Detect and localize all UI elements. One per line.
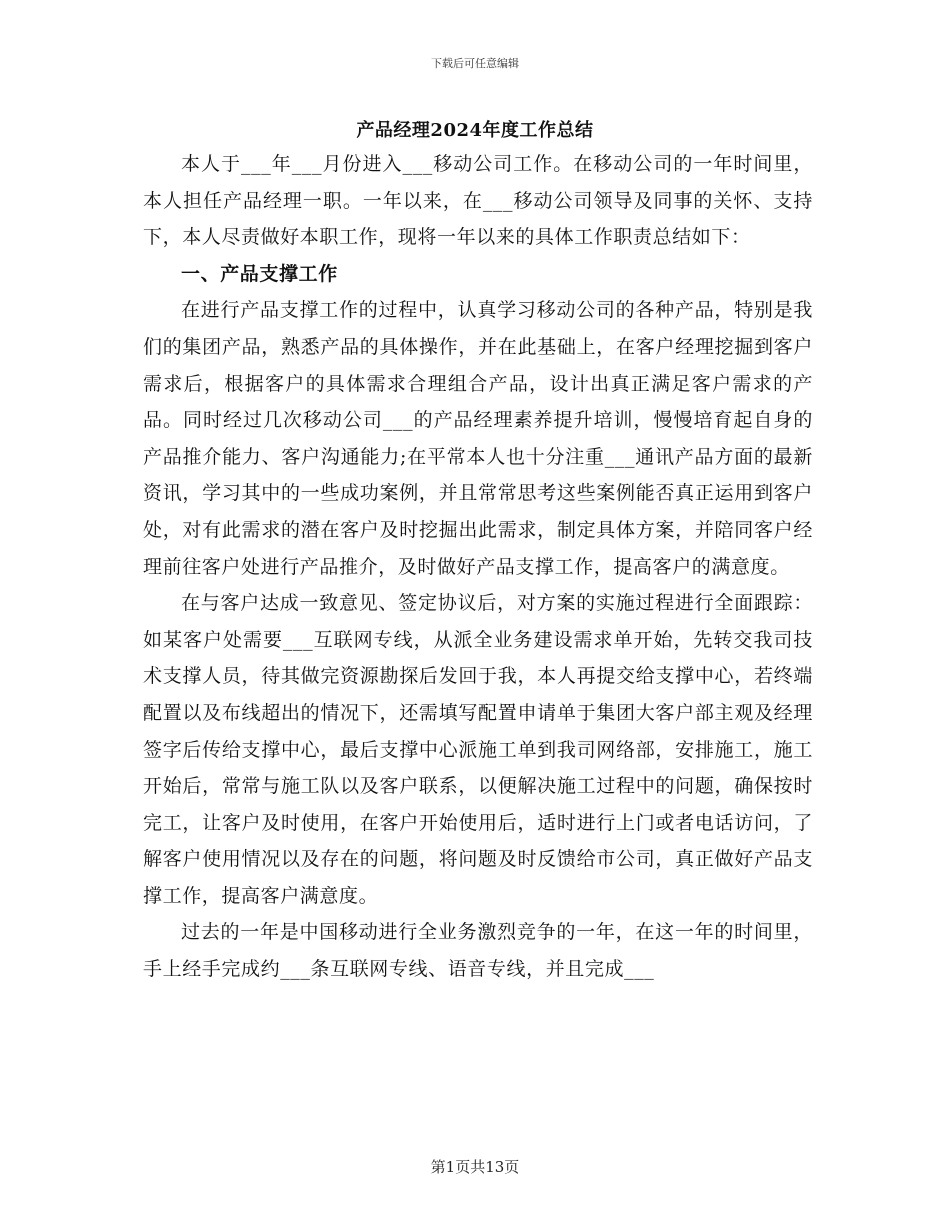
- section-heading-product-support: 一、产品支撑工作: [181, 262, 338, 285]
- body-paragraph-2: 在与客户达成一致意见、签定协议后，对方案的实施过程进行全面跟踪：如某客户处需要___互联网专线，从派全业务建设需求单开始，先转交我司技术支撑人员，待其做完资源勘探后发回于我，本人再提交给支撑中心，若终端配置以及布线超出的情况下，还需填写配置申请单于集团大客户部主观及经理签字后传给支撑中心，最后支撑中心派施工单到我司网络部，安排施工，施工开始后，常常与施工队以及客户联系，以便解决施工过程中的问题，确保按时完工，让客户及时使用，在客户开始使用后，适时进行上门或者电话访问，了解客户使用情况以及存在的问题，将问题及时反馈给市公司，真正做好产品支撑工作，提高客户满意度。: [143, 592, 813, 907]
- header-note: 下载后可任意编辑: [431, 57, 519, 70]
- body-paragraph-1: 在进行产品支撑工作的过程中，认真学习移动公司的各种产品，特别是我们的集团产品，熟悉产品的具体操作，并在此基础上，在客户经理挖掘到客户需求后，根据客户的具体需求合理组合产品，设计出真正满足客户需求的产品。同时经过几次移动公司___的产品经理素养提升培训，慢慢培育起自身的产品推介能力、客户沟通能力;在平常本人也十分注重___通讯产品方面的最新资讯，学习其中的一些成功案例，并且常常思考这些案例能否真正运用到客户处，对有此需求的潜在客户及时挖掘出此需求，制定具体方案，并陪同客户经理前往客户处进行产品推介，及时做好产品支撑工作，提高客户的满意度。: [143, 299, 813, 578]
- document-title: 产品经理2024年度工作总结: [356, 120, 594, 141]
- document-body: [143, 146, 813, 988]
- intro-paragraph: 本人于___年___月份进入___移动公司工作。在移动公司的一年时间里，本人担任产品经理一职。一年以来，在___移动公司领导及同事的关怀、支持下，本人尽责做好本职工作，现将一年以来的具体工作职责总结如下：: [143, 153, 813, 249]
- body-paragraph-3: 过去的一年是中国移动进行全业务激烈竞争的一年，在这一年的时间里，手上经手完成约___条互联网专线、语音专线，并且完成___: [143, 921, 813, 981]
- page-number-footer: 第1页共13页: [430, 1158, 520, 1176]
